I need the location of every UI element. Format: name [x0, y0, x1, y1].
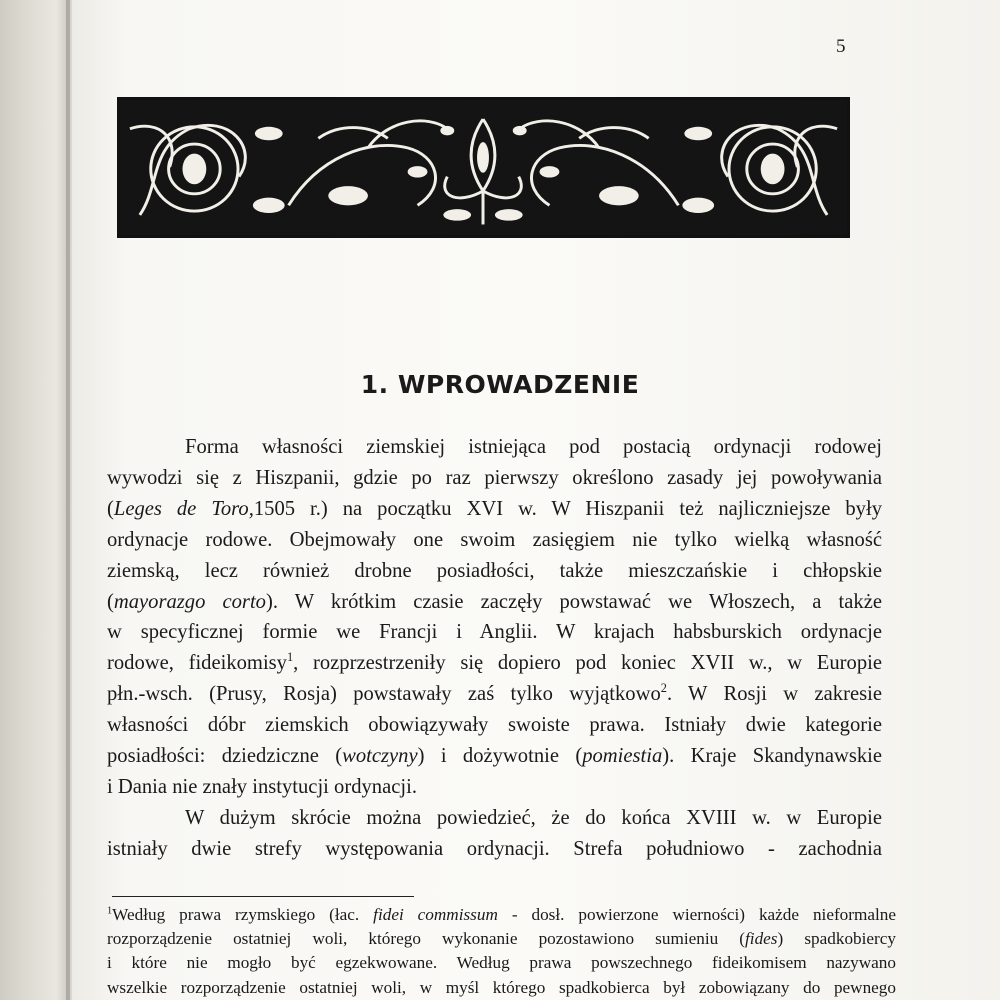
- facing-page-edge: [0, 0, 70, 1000]
- footnote-line: rozporządzenie ostatniej woli, którego wykonanie pozostawiono sumieniu (fides) spadkobiercy: [107, 929, 896, 949]
- italic-spanish-term: mayorazgo corto: [113, 590, 266, 613]
- italic-latin-term: Leges de Toro,: [113, 497, 254, 520]
- paragraph-1-line: płn.-wsch. (Prusy, Rosja) powstawały zaś tylko wyjątkowo$^2$. W Rosji w zakresie: [107, 681, 882, 706]
- footnote-divider: [112, 896, 414, 897]
- italic-russian-term: wotczyny: [342, 745, 418, 768]
- ornament-illustration: [120, 100, 847, 235]
- footnote-line: $^1$Według prawa rzymskiego (łac. fidei commissum - dosł. powierzone wierności) każde nieformalne: [107, 905, 896, 924]
- paragraph-2-line: W dużym skrócie można powiedzieć, że do końca XVIII w. w Europie: [185, 806, 882, 829]
- paragraph-1-line: (mayorazgo corto). W krótkim czasie zaczęły powstawać we Włoszech, a także: [107, 590, 882, 613]
- chapter-number: 1.: [360, 370, 389, 399]
- paragraph-1-line: w specyficznej formie we Francji i Anglii. W krajach habsburskich ordynacje: [107, 621, 882, 644]
- page-number: 5: [836, 36, 846, 57]
- footnote-line: wszelkie rozporządzenie ostatniej woli, w myśl którego spadkobierca był zobowiązany do pewnego: [107, 977, 896, 997]
- footnote-marker: 1: [107, 905, 113, 917]
- paragraph-2-line: istniały dwie strefy występowania ordynacji. Strefa południowo - zachodnia: [107, 837, 882, 860]
- paragraph-1-line: ziemską, lecz również drobne posiadłości, także mieszczańskie i chłopskie: [107, 559, 882, 582]
- decorative-headpiece-ornament: [117, 97, 850, 238]
- footnote-line: i które nie mogło być egzekwowane. Według prawa powszechnego fideikomisem nazywano: [107, 953, 896, 973]
- paragraph-1-line: Forma własności ziemskiej istniejąca pod postacią ordynacji rodowej: [185, 436, 882, 458]
- italic-latin-term: fides: [745, 929, 778, 949]
- paragraph-1-line: rodowe, fideikomisy$^1$, rozprzestrzeniły się dopiero pod koniec XVII w., w Europie: [107, 650, 882, 675]
- chapter-title: WPROWADZENIE: [397, 370, 640, 399]
- chapter-heading: [0, 370, 1000, 399]
- footnote-reference[interactable]: 2: [660, 681, 667, 696]
- paragraph-1-line: posiadłości: dziedziczne (wotczyny) i dożywotnie (pomiestia). Kraje Skandynawskie: [107, 745, 882, 768]
- paragraph-1-line: własności dóbr ziemskich obowiązywały swoiste prawa. Istniały dwie kategorie: [107, 714, 882, 737]
- italic-russian-term: pomiestia: [582, 745, 663, 768]
- paragraph-1-line: (Leges de Toro,1505 r.) na początku XVI w. W Hiszpanii też najliczniejsze były: [107, 497, 882, 520]
- paragraph-1-line: i Dania nie znały instytucji ordynacji.: [107, 775, 417, 798]
- body-text: [107, 432, 882, 865]
- footnote: [107, 903, 896, 1000]
- paragraph-1-line: ordynacje rodowe. Obejmowały one swoim zasięgiem nie tylko wielką własność: [107, 528, 882, 551]
- footnote-reference[interactable]: 1: [286, 650, 294, 665]
- italic-latin-term: fidei commissum: [373, 905, 498, 924]
- paragraph-1-line: wywodzi się z Hiszpanii, gdzie po raz pierwszy określono zasady jej powoływania: [107, 466, 882, 489]
